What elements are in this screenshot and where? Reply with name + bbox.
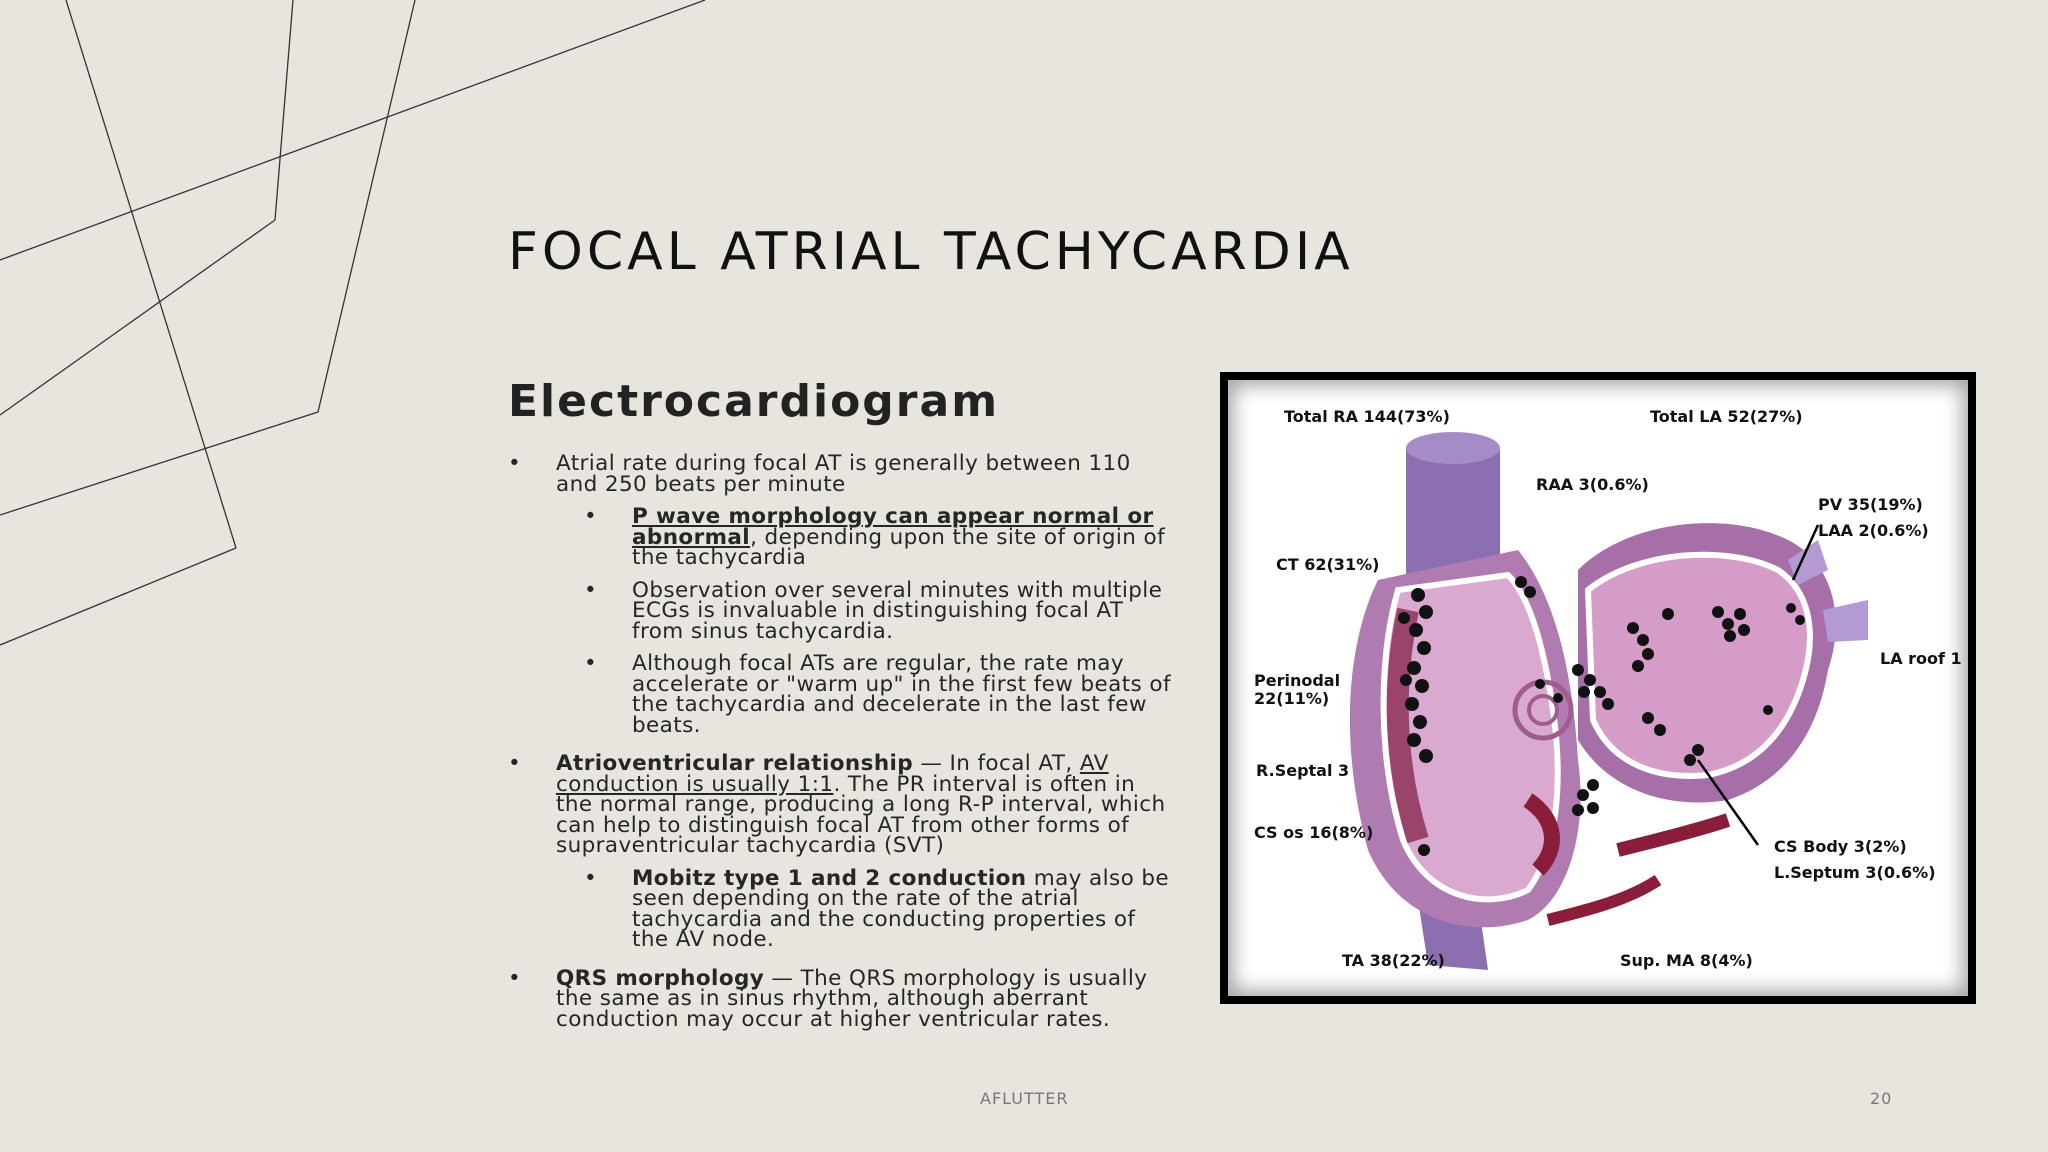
- bullet-text: Although focal ATs are regular, the rate may accelerate or "warm up" in the first few beats of the tachycardia and decelerate in the last few beats.: [632, 651, 1171, 738]
- footer-text: AFLUTTER: [980, 1089, 1069, 1108]
- label-total-la: Total LA 52(27%): [1650, 407, 1803, 426]
- bullet-text: . The PR interval is often in the normal range, producing a long R-P interval, which can help to distinguish focal AT from other forms of supraventricular tachycardia (SVT): [556, 771, 1166, 858]
- label-la-roof: LA roof 1: [1880, 649, 1962, 668]
- label-cs-body: CS Body 3(2%): [1774, 837, 1907, 856]
- bullet-qrs: [508, 965, 1178, 1032]
- label-perinodal-value: 22(11%): [1254, 689, 1330, 708]
- bullet-text: — The QRS morphology is usually the same as in sinus rhythm, although aberrant conduction may occur at higher ventricular rates.: [556, 965, 1148, 1032]
- bullet-lead: QRS morphology: [556, 965, 765, 991]
- sub-bullet-mobitz: [508, 865, 1178, 952]
- bullet-text: may also be seen depending on the rate of the atrial tachycardia and the conducting properties of the AV node.: [632, 865, 1170, 952]
- label-sup-ma: Sup. MA 8(4%): [1620, 951, 1753, 970]
- sub-bullet-warm-up: [508, 651, 1178, 738]
- heart-figure: [1228, 380, 1968, 996]
- label-ct: CT 62(31%): [1276, 555, 1380, 574]
- emphasis-text: P wave morphology can appear normal or abnormal: [632, 504, 1154, 550]
- bullet-text: , depending upon the site of origin of the tachycardia: [632, 524, 1166, 570]
- bullet-text: — In focal AT,: [913, 751, 1080, 776]
- underlined-text: AV conduction is usually 1:1: [556, 751, 1109, 797]
- sub-bullet-p-wave: [508, 504, 1178, 570]
- bullet-text: Observation over several minutes with multiple ECGs is invaluable in distinguishing focal AT from sinus tachycardia.: [632, 577, 1163, 644]
- bullet-lead: Mobitz type 1 and 2 conduction: [632, 865, 1027, 891]
- section-heading: Electrocardiogram: [508, 376, 1000, 427]
- label-r-septal: R.Septal 3: [1256, 761, 1350, 780]
- bullet-atrial-rate: [508, 451, 1178, 497]
- label-perinodal: Perinodal: [1254, 671, 1341, 690]
- label-pv: PV 35(19%): [1818, 495, 1923, 514]
- bullet-lead: Atrioventricular relationship: [556, 751, 914, 776]
- label-laa: LAA 2(0.6%): [1818, 521, 1929, 540]
- page-number: 20: [1870, 1089, 1893, 1108]
- label-raa: RAA 3(0.6%): [1536, 475, 1649, 494]
- bullet-av-relationship: [508, 751, 1178, 858]
- slide-title: FOCAL ATRIAL TACHYCARDIA: [508, 222, 1354, 282]
- sub-bullet-observation: [508, 577, 1178, 644]
- heart-figure-frame: [1220, 372, 1976, 1004]
- bullet-text: Atrial rate during focal AT is generally between 110 and 250 beats per minute: [556, 451, 1131, 497]
- label-l-septum: L.Septum 3(0.6%): [1774, 863, 1936, 882]
- bullet-list: [508, 451, 1178, 1032]
- label-ta: TA 38(22%): [1342, 951, 1445, 970]
- label-total-ra: Total RA 144(73%): [1284, 407, 1450, 426]
- label-cs-os: CS os 16(8%): [1254, 823, 1374, 842]
